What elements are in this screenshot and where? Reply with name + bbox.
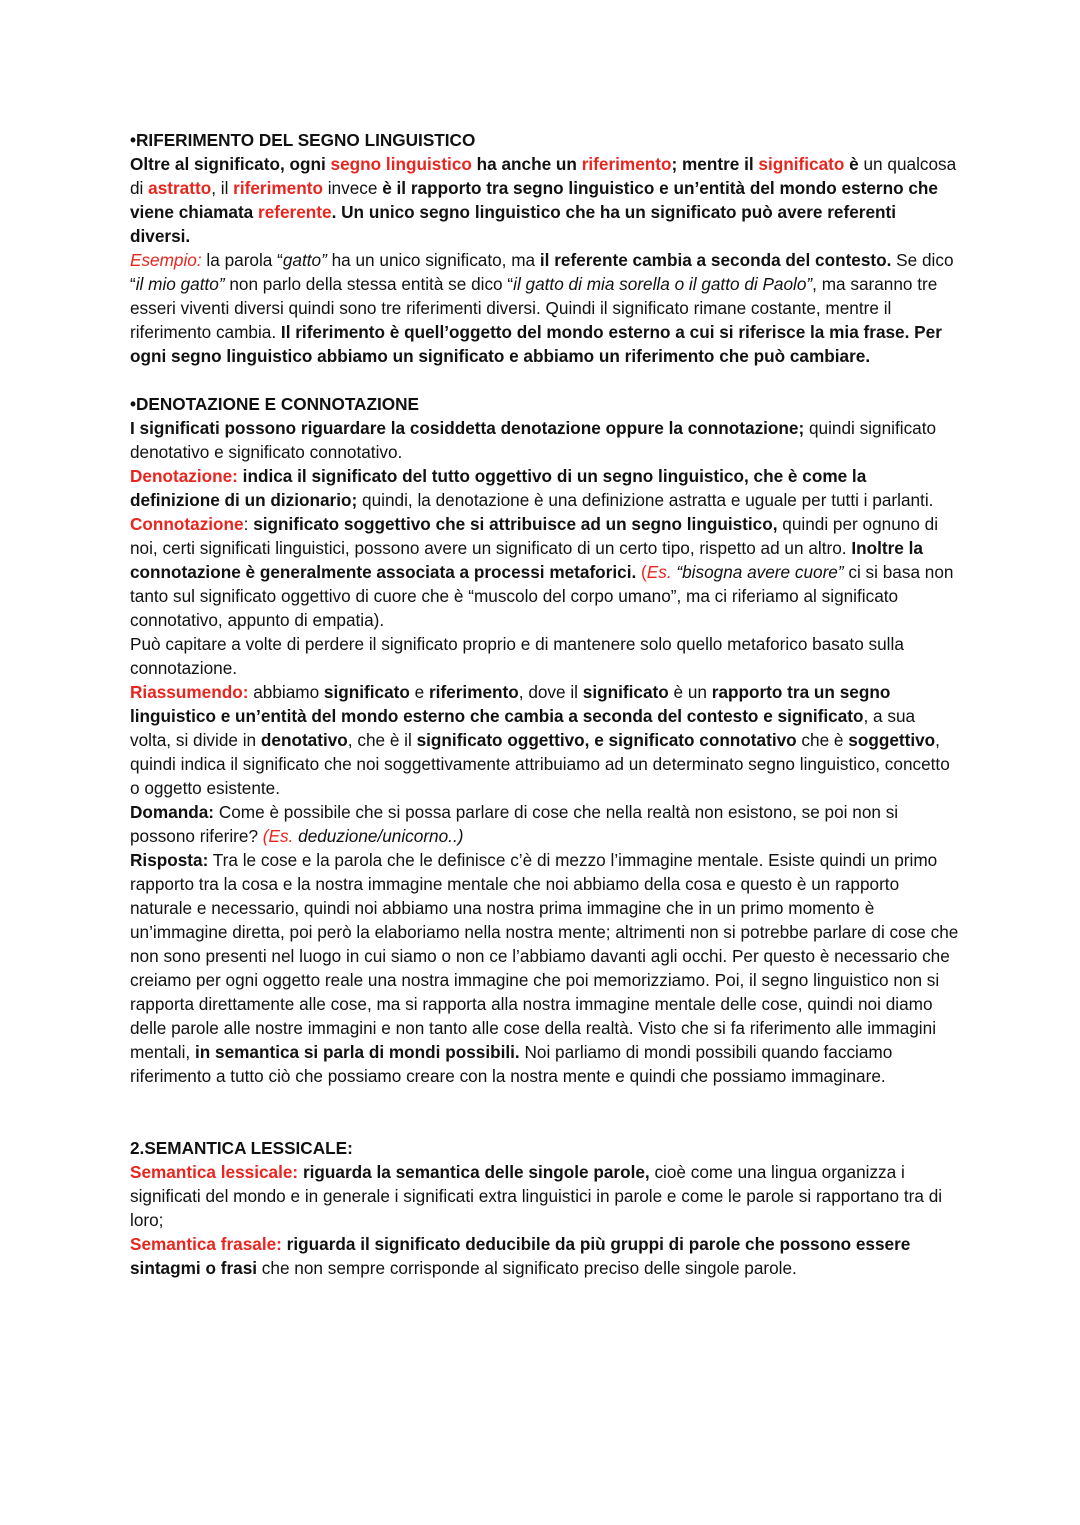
text-run: il referente cambia a seconda del contesto. (539, 250, 892, 270)
label-es: Es. (646, 562, 672, 582)
term-segno-linguistico: segno linguistico (330, 154, 472, 174)
section-title-semantica-lessicale: 2.SEMANTICA LESSICALE: (130, 1138, 353, 1158)
paragraph-semantica-lessicale (130, 1160, 960, 1232)
text-run: significato (323, 682, 410, 702)
paragraph-metaforico: Può capitare a volte di perdere il significato proprio e di mantenere solo quello metaforico basato sulla connotazione. (130, 634, 904, 678)
label-connotazione: Connotazione (130, 514, 244, 534)
paragraph-connotazione (130, 512, 960, 632)
label-semantica-lessicale: Semantica lessicale: (130, 1162, 299, 1182)
text-run: significato (582, 682, 669, 702)
label-risposta: Risposta: (130, 850, 209, 870)
paragraph-denotazione (130, 464, 960, 512)
text-run: indica il significato del tutto oggettivo di un segno linguistico, che è come la definizione di un dizionario; (130, 466, 867, 510)
paragraph-riferimento-example (130, 248, 960, 368)
text-run: : (243, 514, 254, 534)
text-run: invece (322, 178, 383, 198)
text-run: deduzione/unicorno..) (293, 826, 464, 846)
text-run: , il (211, 178, 234, 198)
paragraph-semantica-frasale (130, 1232, 960, 1280)
label-domanda: Domanda: (130, 802, 215, 822)
text-run: , che è il (347, 730, 417, 750)
text-run: Come è possibile che si possa parlare di cose che nella realtà non esistono, se poi non si possono riferire? (130, 802, 899, 846)
text-run: riguarda il significato deducibile da più gruppi di parole che possono essere sintagmi o frasi (130, 1234, 911, 1278)
label-semantica-frasale: Semantica frasale: (130, 1234, 282, 1254)
paragraph-risposta (130, 848, 960, 1088)
text-run: è un (668, 682, 712, 702)
paragraph-riferimento-definition (130, 152, 960, 248)
text-run: non parlo della stessa entità se dico “ (224, 274, 514, 294)
text-run: Noi parliamo di mondi possibili quando facciamo riferimento a tutto ciò che possiamo creare con la nostra mente e quindi che possiamo immaginare. (130, 1042, 893, 1086)
text-run: cioè come una lingua organizza i significati del mondo e in generale i significati extra linguistici in parole e come le parole si rapportano tra di loro; (130, 1162, 943, 1230)
text-run: quindi per ognuno di noi, certi significati linguistici, possono avere un significato di un certo tipo, rispetto ad un altro. (130, 514, 939, 558)
section-title-denotazione: •DENOTAZIONE E CONNOTAZIONE (130, 394, 419, 414)
text-run: , quindi indica il significato che noi soggettivamente attribuiamo ad un determinato segno linguistico, concetto o oggetto esistente. (130, 730, 950, 798)
text-run: che non sempre corrisponde al significato preciso delle singole parole. (257, 1258, 797, 1278)
term-significato: significato (758, 154, 845, 174)
term-riferimento: riferimento (233, 178, 323, 198)
text-run: in semantica si parla di mondi possibili. (194, 1042, 520, 1062)
paragraph-domanda (130, 800, 960, 848)
term-riferimento: riferimento (581, 154, 672, 174)
text-run: Inoltre la connotazione è generalmente associata a processi metaforici. (130, 538, 923, 582)
text-run: gatto” (282, 250, 327, 270)
text-run: ( (636, 562, 647, 582)
text-run: rapporto tra un segno linguistico e un’entità del mondo esterno che cambia a seconda del contesto e significato (130, 682, 891, 726)
text-run: I significati possono riguardare la cosiddetta denotazione oppure la connotazione; (130, 418, 805, 438)
text-run: Il riferimento è quell’oggetto del mondo esterno a cui si riferisce la mia frase. Per ogni segno linguistico abbiamo un significato e abbiamo un riferimento che può cambiare. (130, 322, 942, 366)
paragraph-denotazione-intro (130, 416, 960, 464)
text-run: Tra le cose e la parola che le definisce c’è di mezzo l’immagine mentale. Esiste quindi un primo rapporto tra la cosa e la nostra immagine mentale che noi abbiamo della cosa e questo è un rapporto naturale e necessario, quindi noi abbiamo una nostra prima immagine che in un primo momento è un’immagine diretta, poi però la elaboriamo nella nostra mente; altrimenti non si potrebbe parlare di cose che non sono presenti nel luogo in cui siamo o non ce l’abbiamo davanti agli occhi. Per questo è necessario che creiamo per ogni oggetto reale una nostra immagine che poi memorizziamo. Poi, il segno linguistico non si rapporta direttamente alle cose, ma si rapporta alla nostra immagine mentale delle cose, quindi noi diamo delle parole alle nostre immagini e non tanto alle cose della realtà. Visto che si fa riferimento alle immagini mentali, (130, 850, 959, 1062)
text-run: un qualcosa di (130, 154, 957, 198)
text-run: significato soggettivo che si attribuisce ad un segno linguistico, (253, 514, 778, 534)
term-astratto: astratto (148, 178, 212, 198)
text-run: quindi, la denotazione è una definizione astratta e uguale per tutti i parlanti. (357, 490, 934, 510)
paragraph-riassumendo (130, 680, 960, 800)
term-referente: referente (258, 202, 332, 222)
text-run: il gatto di mia sorella o il gatto di Paolo” (513, 274, 813, 294)
text-run: che è (796, 730, 849, 750)
text-run: la parola “ (201, 250, 283, 270)
text-run: . Un unico segno linguistico che ha un significato può avere referenti diversi. (130, 202, 897, 246)
text-run: quindi significato denotativo e significato connotativo. (130, 418, 937, 462)
text-run: e (409, 682, 429, 702)
label-es: (Es. (262, 826, 294, 846)
text-run: riferimento (428, 682, 519, 702)
document-page (130, 128, 960, 1280)
text-run: il mio gatto” (135, 274, 225, 294)
text-run: Oltre al significato, ogni (130, 154, 331, 174)
text-run: ha anche un (471, 154, 582, 174)
text-run: Se dico “ (130, 250, 954, 294)
label-denotazione: Denotazione: (130, 466, 238, 486)
text-run: ci si basa non tanto sul significato oggettivo di cuore che è “muscolo del corpo umano”, ma ci riferiamo al significato connotativo, appunto di empatia). (130, 562, 954, 630)
text-run: riguarda la semantica delle singole parole, (298, 1162, 650, 1182)
label-riassumendo: Riassumendo: (130, 682, 249, 702)
text-run: ; mentre il (671, 154, 759, 174)
text-run: abbiamo (248, 682, 324, 702)
text-run: , ma saranno tre esseri viventi diversi quindi sono tre riferimenti diversi. Quindi il significato rimane costante, mentre il riferimento cambia. (130, 274, 938, 342)
text-run: , dove il (518, 682, 583, 702)
text-run: denotativo (260, 730, 348, 750)
text-run: ha un unico significato, ma (326, 250, 540, 270)
text-run: , a sua volta, si divide in (130, 706, 916, 750)
section-title-riferimento: •RIFERIMENTO DEL SEGNO LINGUISTICO (130, 130, 476, 150)
text-run: è (844, 154, 859, 174)
text-run: soggettivo (848, 730, 936, 750)
text-run: “bisogna avere cuore” (671, 562, 844, 582)
label-esempio: Esempio: (130, 250, 202, 270)
text-run: è il rapporto tra segno linguistico e un’entità del mondo esterno che viene chiamata (130, 178, 938, 222)
text-run: significato oggettivo, e significato connotativo (416, 730, 797, 750)
